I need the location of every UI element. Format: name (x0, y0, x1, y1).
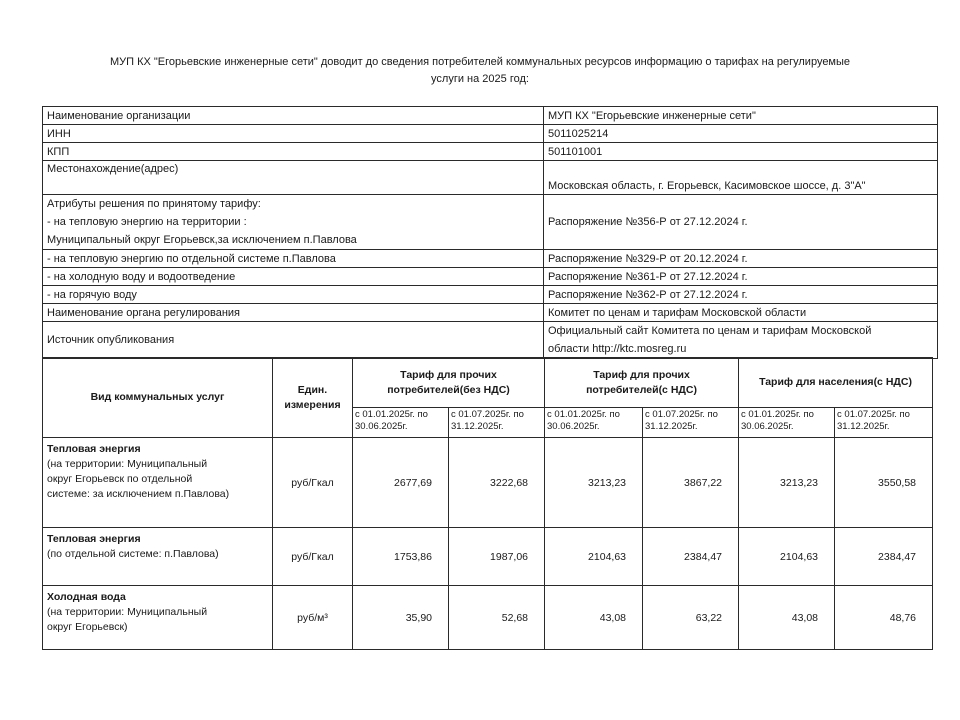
service-cell (43, 528, 273, 586)
group1-line-2: потребителей(без НДС) (387, 383, 510, 396)
service-desc-line: (на территории: Муниципальный (47, 606, 208, 618)
separate-system-row (43, 250, 938, 268)
hot-water-row (43, 286, 938, 304)
table-row (43, 438, 933, 528)
hot-water-label: - на горячую воду (43, 286, 544, 304)
tariff-value: 52,68 (449, 586, 545, 650)
source-value (544, 322, 938, 359)
service-desc-line: округ Егорьевск по отдельной (47, 473, 193, 485)
address-row (43, 161, 938, 195)
period-text: 31.12.2025г. (645, 421, 698, 432)
group2-line-2: потребителей(с НДС) (586, 383, 697, 396)
service-column-header: Вид коммунальных услуг (43, 358, 273, 438)
cold-water-row (43, 268, 938, 286)
period-text: с 01.07.2025г. по (451, 409, 524, 420)
tariff-value: 2384,47 (835, 528, 933, 586)
period-text: 30.06.2025г. (741, 421, 794, 432)
heat-decision-row (43, 195, 938, 250)
period-h1-2 (449, 408, 545, 438)
cold-water-label: - на холодную воду и водоотведение (43, 268, 544, 286)
period-h3-1 (739, 408, 835, 438)
kpp-value: 501101001 (544, 143, 938, 161)
org-row (43, 107, 938, 125)
unit-cell: руб/Гкал (273, 438, 353, 528)
group2-line-1: Тариф для прочих (593, 368, 690, 381)
tariff-group-population: Тариф для населения(с НДС) (739, 358, 933, 408)
service-desc-line: системе: за исключением п.Павлова) (47, 488, 230, 500)
notice-header (40, 54, 920, 88)
tariff-value: 3550,58 (835, 438, 933, 528)
inn-value: 5011025214 (544, 125, 938, 143)
cold-water-value: Распоряжение №361-Р от 27.12.2024 г. (544, 268, 938, 286)
period-text: с 01.01.2025г. по (547, 409, 620, 420)
period-text: с 01.07.2025г. по (837, 409, 910, 420)
source-row (43, 322, 938, 359)
service-cell (43, 586, 273, 650)
period-h1-1 (353, 408, 449, 438)
tariff-value: 1987,06 (449, 528, 545, 586)
tariff-value: 3867,22 (643, 438, 739, 528)
period-text: 30.06.2025г. (547, 421, 600, 432)
kpp-row (43, 143, 938, 161)
tariff-value: 2104,63 (739, 528, 835, 586)
org-value: МУП КХ "Егорьевские инженерные сети" (544, 107, 938, 125)
unit-header-line-2: измерения (284, 398, 341, 411)
tariff-value: 43,08 (739, 586, 835, 650)
tariff-table (42, 357, 933, 650)
regulator-label: Наименование органа регулирования (43, 304, 544, 322)
tariff-value: 1753,86 (353, 528, 449, 586)
kpp-label: КПП (43, 143, 544, 161)
unit-cell: руб/Гкал (273, 528, 353, 586)
tariff-value: 3222,68 (449, 438, 545, 528)
tariff-group-with-vat (545, 358, 739, 408)
heat-label-line-2: Муниципальный округ Егорьевск,за исключением п.Павлова (47, 234, 357, 246)
heat-decision-label (43, 195, 544, 250)
period-text: 31.12.2025г. (451, 421, 504, 432)
attrs-label: Атрибуты решения по принятому тарифу: (47, 198, 261, 210)
separate-system-value: Распоряжение №329-Р от 20.12.2024 г. (544, 250, 938, 268)
tariff-value: 3213,23 (739, 438, 835, 528)
period-text: 30.06.2025г. (355, 421, 408, 432)
address-value: Московская область, г. Егорьевск, Касимовское шоссе, д. 3"А" (544, 161, 938, 195)
organization-info-table (42, 106, 938, 359)
tariff-value: 3213,23 (545, 438, 643, 528)
unit-column-header (273, 358, 353, 438)
service-title: Тепловая энергия (47, 443, 141, 455)
regulator-row (43, 304, 938, 322)
org-label: Наименование организации (43, 107, 544, 125)
service-desc-line: округ Егорьевск) (47, 621, 128, 633)
period-h2-2 (643, 408, 739, 438)
period-text: с 01.07.2025г. по (645, 409, 718, 420)
heat-label-line-1: - на тепловую энергию на территории : (47, 216, 247, 228)
period-h3-2 (835, 408, 933, 438)
period-h2-1 (545, 408, 643, 438)
period-text: с 01.01.2025г. по (741, 409, 814, 420)
inn-row (43, 125, 938, 143)
service-title: Тепловая энергия (47, 533, 141, 545)
tariff-header-row (43, 358, 933, 408)
tariff-value: 43,08 (545, 586, 643, 650)
heat-decision-value: Распоряжение №356-Р от 27.12.2024 г. (544, 195, 938, 250)
period-text: с 01.01.2025г. по (355, 409, 428, 420)
unit-header-line-1: Един. (297, 383, 328, 396)
notice-line-2: услуги на 2025 год: (431, 73, 529, 85)
table-row (43, 586, 933, 650)
source-value-line-2: области http://ktc.mosreg.ru (548, 343, 687, 355)
inn-label: ИНН (43, 125, 544, 143)
tariff-value: 48,76 (835, 586, 933, 650)
regulator-value: Комитет по ценам и тарифам Московской области (544, 304, 938, 322)
tariff-group-no-vat (353, 358, 545, 408)
tariff-value: 2104,63 (545, 528, 643, 586)
separate-system-label: - на тепловую энергию по отдельной системе п.Павлова (43, 250, 544, 268)
source-value-line-1: Официальный сайт Комитета по ценам и тарифам Московской (548, 325, 872, 337)
service-desc-line: (по отдельной системе: п.Павлова) (47, 548, 219, 560)
tariff-value: 35,90 (353, 586, 449, 650)
tariff-value: 63,22 (643, 586, 739, 650)
service-cell (43, 438, 273, 528)
unit-cell: руб/м³ (273, 586, 353, 650)
service-title: Холодная вода (47, 591, 126, 603)
notice-line-1: МУП КХ "Егорьевские инженерные сети" доводит до сведения потребителей коммунальных ресурсов информацию о тарифах на регулируемые (109, 56, 851, 68)
source-label: Источник опубликования (43, 322, 544, 359)
tariff-value: 2384,47 (643, 528, 739, 586)
period-text: 31.12.2025г. (837, 421, 890, 432)
address-label: Местонахождение(адрес) (43, 161, 544, 195)
service-desc-line: (на территории: Муниципальный (47, 458, 208, 470)
group1-line-1: Тариф для прочих (400, 368, 497, 381)
tariff-value: 2677,69 (353, 438, 449, 528)
table-row (43, 528, 933, 586)
hot-water-value: Распоряжение №362-Р от 27.12.2024 г. (544, 286, 938, 304)
